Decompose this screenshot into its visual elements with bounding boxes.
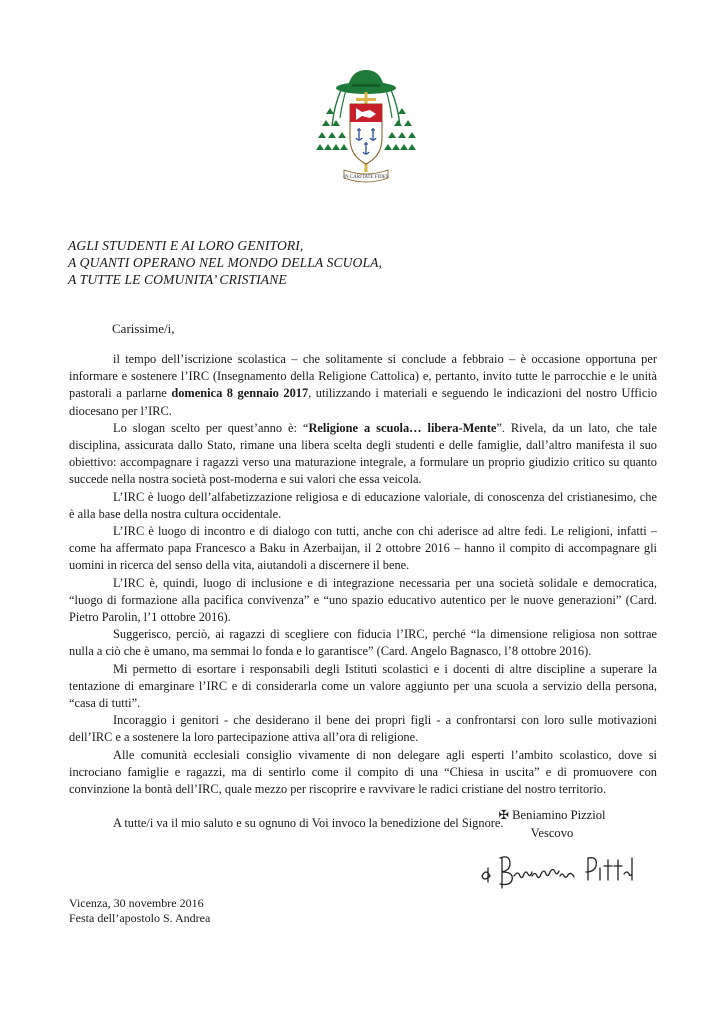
addressee-line: A QUANTI OPERANO NEL MONDO DELLA SCUOLA, <box>68 255 383 270</box>
highlight-date: domenica 8 gennaio 2017 <box>171 386 309 401</box>
letter-body <box>69 351 657 832</box>
body-paragraph: L’IRC è luogo di incontro e di dialogo con tutti, anche con chi aderisce ad altre fedi. Le religioni, infatti – come ha affermato papa Francesco a Baku in Azerbaijan, il 2 ottobre 2016 – hanno il compito di accompagnare gli uomini in ricerca del senso della vita, aiutandoli a discernere il bene. <box>69 524 657 573</box>
signer-block <box>472 806 632 842</box>
addressee-line: AGLI STUDENTI E AI LORO GENITORI, <box>68 238 304 253</box>
cross-icon: ✠ <box>498 808 509 822</box>
handwritten-signature <box>478 846 638 892</box>
closing-paragraph: A tutte/i va il mio saluto e su ognuno di Voi invoco la benedizione del Signore. <box>113 816 504 831</box>
episcopal-coat-of-arms <box>316 66 416 198</box>
addressees-block <box>68 237 668 288</box>
body-paragraph: Suggerisco, perciò, ai ragazzi di scegliere con fiducia l’IRC, perché “la dimensione religiosa non sottrae nulla a ciò che è umano, ma semmai lo fonda e lo garantisce” (Card. Angelo Bagnasco, l’8 ottobre 2016). <box>69 627 657 659</box>
salutation: Carissime/i, <box>112 321 175 336</box>
feast-line: Festa dell’apostolo S. Andrea <box>69 911 211 925</box>
place-date: Vicenza, 30 novembre 2016 <box>69 896 204 910</box>
body-paragraph: Alle comunità ecclesiali consiglio vivamente di non delegare agli esperti l’ambito scolastico, dove si incrociano famiglie e ragazzi, ma di sentirlo come il compito di una “Chiesa in uscita” e di promuovere con convinzione la bontà dell’IRC, quale mezzo per riscoprire e ravvivare le radici cristiane del nostro territorio. <box>69 747 657 797</box>
body-paragraph: L’IRC è, quindi, luogo di inclusione e di integrazione necessaria per una società solidale e democratica, “luogo di formazione alla pacifica convivenza” e “uno spazio educativo autentico per le nuove generazioni” (Card. Pietro Parolin, l’1 ottobre 2016). <box>69 575 657 625</box>
body-paragraph: Lo slogan scelto per quest’anno è: “Religione a scuola… libera-Mente”. Rivela, da un lato, che tale disciplina, assicurata dallo Stato, rimane una libera scelta degli studenti e delle famiglie, dall’altro manifesta il suo obiettivo: accompagnare i ragazzi verso una maturazione integrale, a formulare un proprio giudizio critico su quanto succede nella nostra società post-moderna e sui valori che essa veicola. <box>69 420 657 487</box>
body-paragraph: il tempo dell’iscrizione scolastica – che solitamente si conclude a febbraio – è occasione opportuna per informare e sostenere l’IRC (Insegnamento della Religione Cattolica) e, pertanto, invito tutte le parrocchie e le unità pastorali a parlarne domenica 8 gennaio 2017, utilizzando i materiali e seguendo le indicazioni del nostro Ufficio diocesano per l’IRC. <box>69 352 658 418</box>
addressee-line: A TUTTE LE COMUNITA’ CRISTIANE <box>68 272 287 287</box>
body-paragraph: L’IRC è luogo dell’alfabetizzazione religiosa e di educazione valoriale, di conoscenza del cristianesimo, che è alla base della nostra cultura occidentale. <box>69 489 657 521</box>
footer-block <box>69 896 210 926</box>
highlight-slogan: Religione a scuola… libera-Mente <box>308 420 497 435</box>
crest-motto: IN CARITATE FIDES <box>343 175 389 180</box>
body-paragraph: Incoraggio i genitori - che desiderano il bene dei propri figli - a confrontarsi con loro sulle motivazioni dell’IRC e a sostenere la loro partecipazione attiva all’ora di religione. <box>69 713 657 745</box>
body-paragraph: Mi permetto di esortare i responsabili degli Istituti scolastici e i docenti di altre discipline a superare la tentazione di emarginare l’IRC e di considerarla come un valore aggiunto per una scuola a servizio della persona, “casa di tutti”. <box>69 661 657 711</box>
signer-name: Beniamino Pizziol <box>512 808 606 822</box>
signer-title: Vescovo <box>530 826 574 840</box>
